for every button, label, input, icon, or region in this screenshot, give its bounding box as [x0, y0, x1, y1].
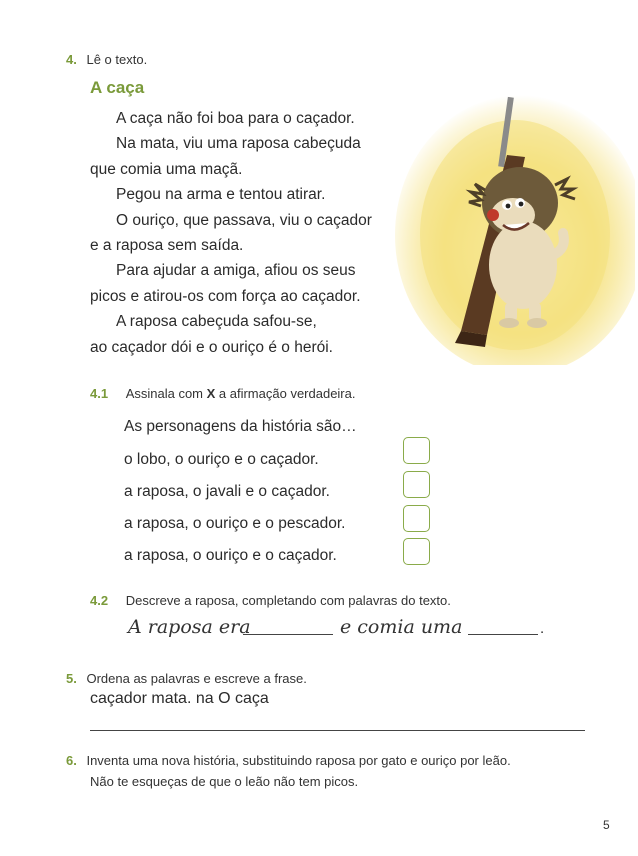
cursive-part-2: e comia uma: [340, 616, 463, 638]
question-4-header: [66, 52, 147, 67]
poem-line: que comia uma maçã.: [90, 161, 243, 178]
sentence-end: .: [540, 620, 545, 637]
poem-line: Pegou na arma e tentou atirar.: [116, 186, 326, 203]
question-4-number: 4.: [66, 52, 77, 67]
question-5-number: 5.: [66, 671, 77, 686]
cursive-part-1: A raposa era: [128, 616, 251, 638]
poem-line: A caça não foi boa para o caçador.: [116, 110, 355, 127]
option-1-checkbox[interactable]: [403, 437, 430, 464]
question-4-2-header: [90, 593, 451, 608]
option-4-checkbox[interactable]: [403, 538, 430, 565]
question-5-header: [66, 671, 307, 686]
question-6-text-2: Não te esqueças de que o leão não tem picos.: [90, 774, 359, 789]
question-6-text-1: Inventa uma nova história, substituindo raposa por gato e ouriço por leão.: [86, 753, 511, 768]
poem-line: A raposa cabeçuda safou-se,: [116, 313, 317, 330]
answer-line[interactable]: [90, 730, 585, 731]
option-3-checkbox[interactable]: [403, 505, 430, 532]
story-title: A caça: [90, 78, 145, 97]
poem-line: Na mata, viu uma raposa cabeçuda: [116, 135, 361, 152]
question-4-1-instruction-b: a afirmação verdadeira.: [215, 386, 356, 401]
question-4-1-instruction-a: Assinala com: [125, 386, 207, 401]
question-4-2-number: 4.2: [90, 593, 109, 608]
poem-line: ao caçador dói e o ouriço é o herói.: [90, 339, 333, 356]
scrambled-words: caçador mata. na O caça: [90, 690, 269, 707]
answer-blank-1[interactable]: [243, 634, 333, 635]
poem-line: e a raposa sem saída.: [90, 237, 244, 254]
question-4-1-prompt: As personagens da história são…: [124, 418, 357, 435]
question-4-1-header: [90, 386, 355, 401]
poem-line: picos e atirou-os com força ao caçador.: [90, 288, 361, 305]
question-6-number: 6.: [66, 753, 77, 768]
option-4-label: a raposa, o ouriço e o caçador.: [124, 547, 337, 564]
question-4-1-number: 4.1: [90, 386, 109, 401]
question-4-instruction: Lê o texto.: [86, 52, 148, 67]
answer-blank-2[interactable]: [468, 634, 538, 635]
poem-line: O ouriço, que passava, viu o caçador: [116, 212, 372, 229]
option-1-label: o lobo, o ouriço e o caçador.: [124, 451, 319, 468]
option-2-checkbox[interactable]: [403, 471, 430, 498]
page-number: 5: [603, 818, 610, 832]
option-2-label: a raposa, o javali e o caçador.: [124, 483, 330, 500]
poem-line: Para ajudar a amiga, afiou os seus: [116, 262, 356, 279]
question-4-2-instruction: Descreve a raposa, completando com palavras do texto.: [125, 593, 451, 608]
question-6-line-1: [66, 753, 511, 768]
question-5-instruction: Ordena as palavras e escreve a frase.: [86, 671, 307, 686]
hedgehog-illustration: [395, 85, 635, 365]
option-3-label: a raposa, o ouriço e o pescador.: [124, 515, 346, 532]
x-mark: X: [206, 386, 216, 401]
